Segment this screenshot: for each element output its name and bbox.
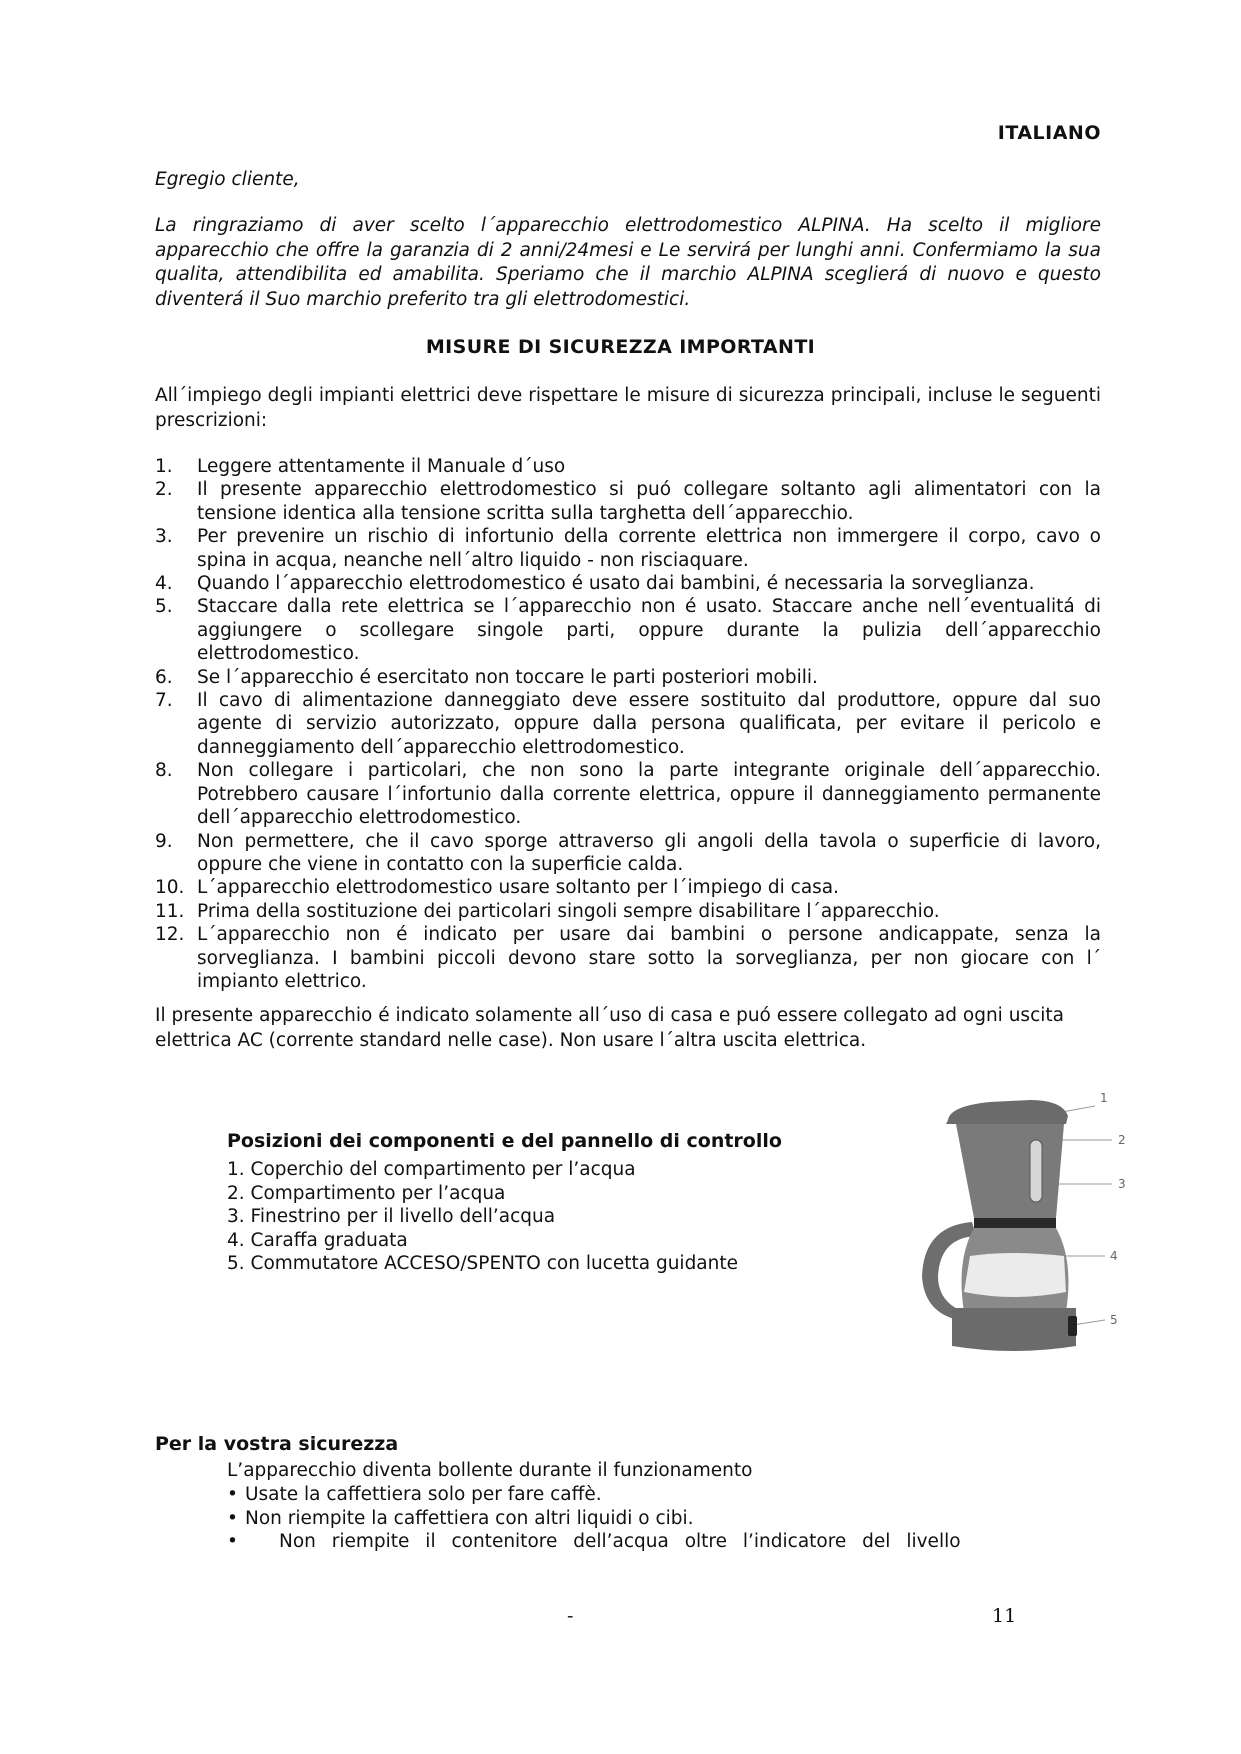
- list-item-text: L´apparecchio elettrodomestico usare soltanto per l´impiego di casa.: [197, 877, 840, 899]
- usage-note: Il presente apparecchio é indicato solamente all´uso di casa e puó essere collegato ad ogni uscita elettrica AC (corrente standard nelle case). Non usare l´altra uscita elettrica.: [155, 1005, 1064, 1051]
- list-item-number: 7.: [155, 690, 173, 712]
- list-item-text: Prima della sostituzione dei particolari singoli sempre disabilitare l´apparecchio.: [197, 900, 940, 922]
- figure-label-2: 2: [1118, 1133, 1126, 1147]
- list-item-number: 12.: [155, 924, 185, 946]
- list-item-text: Il presente apparecchio elettrodomestico si puó collegare soltanto agli alimentatori con la tensione identica alla tensione scritta sulla targhetta dell´apparecchio.: [197, 479, 1101, 524]
- figure-label-4: 4: [1110, 1249, 1118, 1263]
- list-item: 2. Compartimento per l’acqua: [227, 1182, 506, 1204]
- safety-notes-intro: L’apparecchio diventa bollente durante il funzionamento: [227, 1460, 753, 1481]
- greeting: Egregio cliente,: [155, 169, 300, 190]
- list-item-text: Non collegare i particolari, che non sono la parte integrante originale dell´apparecchio. Potrebbero causare l´infortunio dalla corrente elettrica, oppure il danneggiamento permanente dell´apparecchio elettrodomestico.: [197, 760, 1101, 829]
- list-item: [227, 1507, 967, 1531]
- figure-label-5: 5: [1110, 1313, 1118, 1327]
- water-tank-shape: [956, 1124, 1064, 1218]
- figure-label-1: 1: [1100, 1091, 1108, 1105]
- list-item: [155, 759, 1101, 829]
- list-item-text: Per prevenire un rischio di infortunio della corrente elettrica non immergere il corpo, cavo o spina in acqua, neanche nell´altro liquido - non risciaquare.: [197, 526, 1101, 571]
- safety-prelude: All´impiego degli impianti elettrici deve rispettare le misure di sicurezza principali, incluse le seguenti prescrizioni:: [155, 385, 1101, 431]
- lid-shape: [946, 1100, 1068, 1124]
- list-item: 1. Coperchio del compartimento per l’acqua: [227, 1159, 636, 1180]
- list-item: [155, 923, 1101, 993]
- safety-notes-list: [227, 1483, 967, 1554]
- list-item: 5. Commutatore ACCESO/SPENTO con lucetta guidante: [227, 1253, 739, 1274]
- list-item-number: 3.: [155, 526, 173, 548]
- intro-paragraph: La ringraziamo di aver scelto l´apparecchio elettrodomestico ALPINA. Ha scelto il migliore apparecchio che offre la garanzia di 2 anni/24mesi e Le servirá per lunghi anni. Confermiamo la sua qualita, attendibilita ed amabilita. Speriamo che il marchio ALPINA sceglierá di nuovo e questo diventerá il Suo marchio preferito tra gli elettrodomestici.: [155, 215, 1101, 310]
- list-item: [227, 1530, 967, 1554]
- list-item-number: 2.: [155, 479, 173, 501]
- list-item-number: 9.: [155, 830, 173, 852]
- list-item-text: L´apparecchio non é indicato per usare dai bambini o persone andicappate, senza la sorveglianza. I bambini piccoli devono stare sotto la sorveglianza, per non giocare con l´ impianto elettrico.: [197, 924, 1101, 992]
- list-item-text: Non permettere, che il cavo sporge attraverso gli angoli della tavola o superficie di lavoro, oppure che viene in contatto con la superficie calda.: [197, 830, 1101, 875]
- language-heading: ITALIANO: [997, 122, 1101, 144]
- water-window-shape: [1030, 1140, 1042, 1202]
- list-item: [227, 1483, 967, 1507]
- list-item-text: Se l´apparecchio é esercitato non toccare le parti posteriori mobili.: [197, 666, 818, 688]
- list-item-number: 5.: [155, 596, 173, 618]
- list-item: [155, 595, 1101, 665]
- carafe-glass-shape: [964, 1253, 1066, 1297]
- base-shape: [952, 1308, 1076, 1351]
- components-list: [227, 1158, 738, 1276]
- list-item-text: Non riempite la caffettiera con altri liquidi o cibi.: [245, 1507, 694, 1529]
- list-item-text: Staccare dalla rete elettrica se l´apparecchio non é usato. Staccare anche nell´eventualitá di aggiungere o scollegare singole parti, oppure durante la pulizia dell´apparecchio elettrodomestico.: [197, 596, 1101, 665]
- list-item-text: Leggere attentamente il Manuale d´uso: [197, 456, 566, 477]
- safety-rules-list: [155, 455, 1101, 993]
- list-item: [155, 666, 1101, 689]
- footer-dash: -: [567, 1605, 574, 1627]
- list-item: [155, 830, 1101, 877]
- list-item-number: 4.: [155, 573, 173, 595]
- list-item: 4. Caraffa graduata: [227, 1229, 408, 1251]
- list-item-number: 8.: [155, 760, 173, 782]
- components-title: Posizioni dei componenti e del pannello di controllo: [227, 1130, 782, 1152]
- list-item-text: Quando l´apparecchio elettrodomestico é usato dai bambini, é necessaria la sorveglianza.: [197, 573, 1035, 595]
- list-item: [155, 478, 1101, 525]
- page-number: 11: [992, 1605, 1017, 1627]
- list-item: 3. Finestrino per il livello dell’acqua: [227, 1206, 556, 1227]
- list-item-number: 11.: [155, 900, 185, 922]
- list-item-text: Il cavo di alimentazione danneggiato deve essere sostituito dal produttore, oppure dal suo agente di servizio autorizzato, oppure dalla persona qualificata, per evitare il pericolo e danneggiamento dell´apparecchio elettrodomestico.: [197, 690, 1101, 758]
- switch-shape: [1068, 1316, 1077, 1336]
- list-item: [155, 900, 1101, 923]
- bullet-symbol: •: [227, 1507, 238, 1529]
- list-item-text: Non riempite il contenitore dell’acqua oltre l’indicatore del livello: [279, 1531, 961, 1552]
- bullet-symbol: •: [227, 1484, 238, 1505]
- list-item-number: 10.: [155, 877, 185, 899]
- list-item: [155, 876, 1101, 899]
- list-item: [155, 455, 1101, 478]
- list-item-number: 6.: [155, 666, 173, 688]
- list-item: [155, 689, 1101, 759]
- coffee-maker-diagram: [880, 1080, 1210, 1392]
- safety-section-title: MISURE DI SICUREZZA IMPORTANTI: [425, 336, 816, 358]
- list-item-text: Usate la caffettiera solo per fare caffè.: [245, 1484, 602, 1505]
- safety-notes-title: Per la vostra sicurezza: [155, 1433, 399, 1455]
- figure-label-3: 3: [1118, 1177, 1126, 1191]
- bullet-symbol: •: [227, 1531, 238, 1552]
- carafe-band-shape: [974, 1218, 1056, 1228]
- list-item-number: 1.: [155, 456, 173, 477]
- list-item: [155, 572, 1101, 595]
- list-item: [155, 525, 1101, 572]
